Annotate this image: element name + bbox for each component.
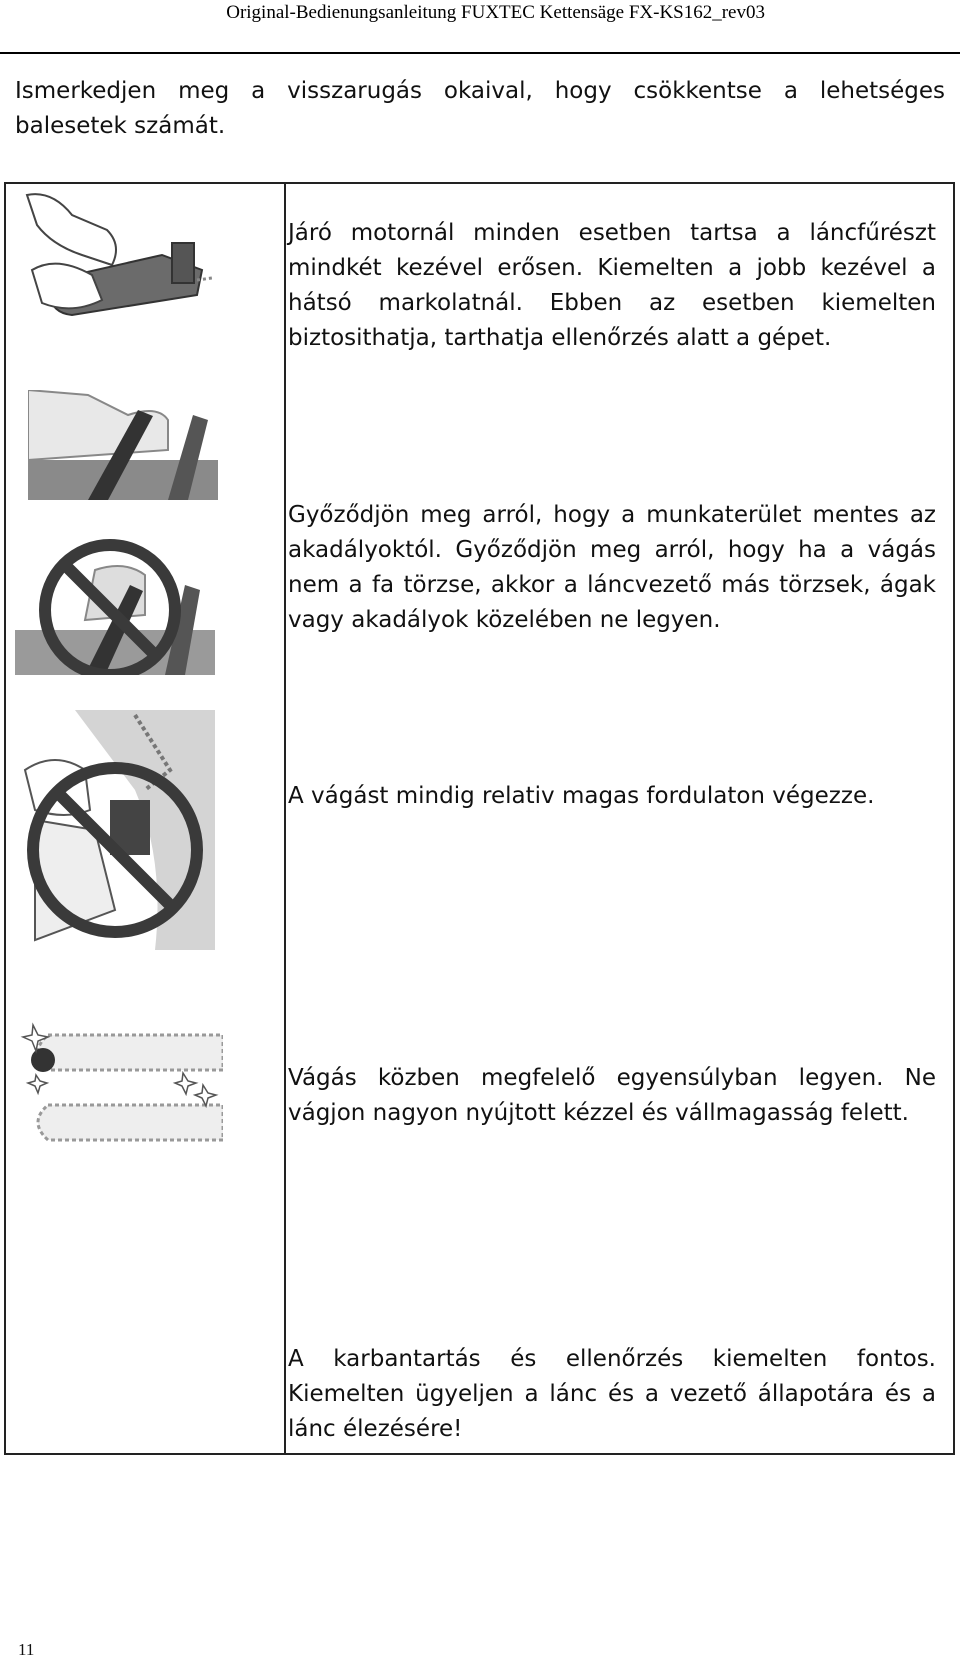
prohibited-overhead-cutting-icon — [15, 710, 215, 950]
page-number: 11 — [18, 1640, 35, 1659]
row-text-2: Győződjön meg arról, hogy a munkaterület mentes az akadályoktól. Győződjön meg arról, hogy ha a vágás nem a fa törzse, akkor a láncvezető más törzsek, ágak vagy akadályok közelében ne legyen. — [288, 502, 936, 633]
prohibited-kickback-icon — [15, 535, 215, 675]
chainsaw-two-hands-icon — [12, 185, 212, 350]
row-text-3: A vágást mindig relativ magas fordulaton végezze. — [288, 783, 875, 809]
kickback-contact-icon — [28, 390, 218, 500]
column-divider — [284, 184, 286, 1453]
header-title: Original-Bedienungsanleitung FUXTEC Kettensäge FX-KS162_rev03 — [226, 2, 765, 23]
row-text-1: Járó motornál minden esetben tartsa a láncfűrészt mindkét kezével erősen. Kiemelten a jobb kezével a hátsó markolatnál. Ebben az esetben kiemelten biztosithatja, tarthatja ellenőrzés alatt a gépet. — [288, 220, 936, 351]
intro-paragraph: Ismerkedjen meg a visszarugás okaival, hogy csökkentse a lehetséges balesetek számát. — [15, 78, 945, 139]
chain-bar-icon — [18, 1015, 223, 1150]
page-header — [0, 0, 960, 54]
row-text-5: A karbantartás és ellenőrzés kiemelten fontos. Kiemelten ügyeljen a lánc és a vezető állapotára és a lánc élezésére! — [288, 1346, 936, 1442]
row-text-4: Vágás közben megfelelő egyensúlyban legyen. Ne vágjon nagyon nyújtott kézzel és vállmagasság felett. — [288, 1065, 936, 1126]
